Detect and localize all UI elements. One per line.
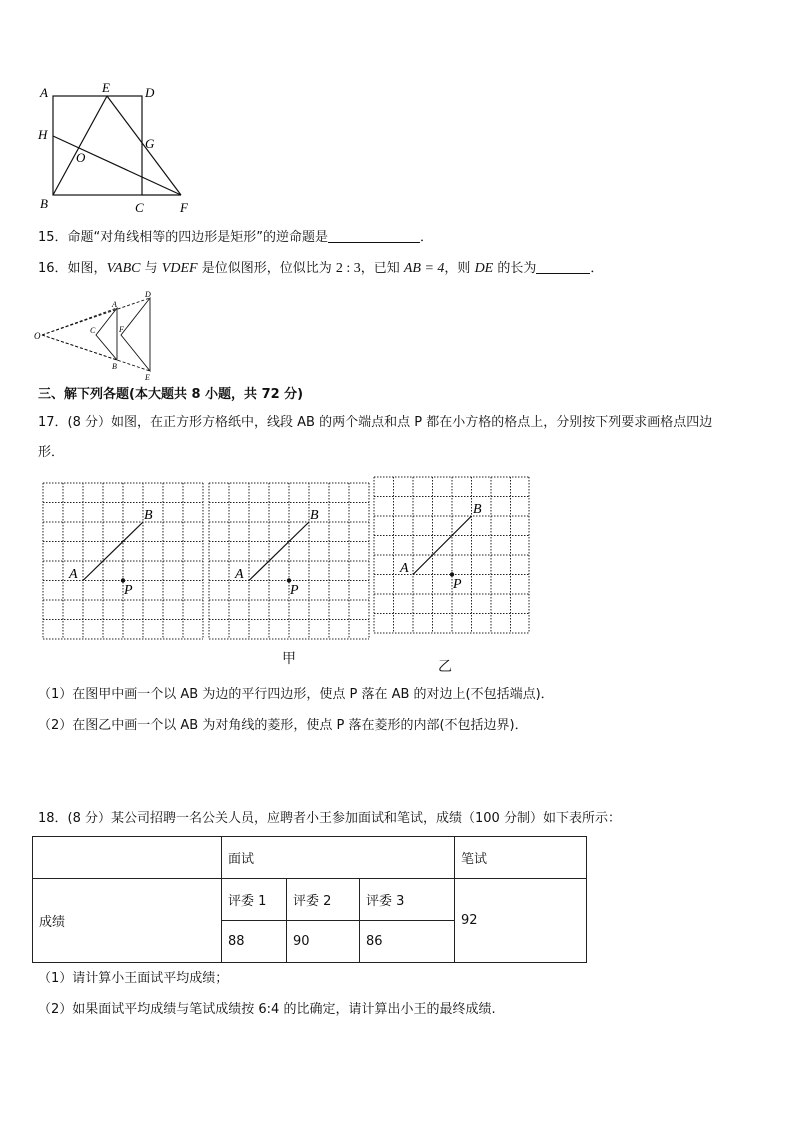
label-P: P — [453, 577, 462, 592]
label-H: H — [38, 127, 48, 142]
grid-figure-jia[interactable] — [208, 482, 370, 640]
section-3-heading: 三、解下列各题(本大题共 8 小题，共 72 分) — [38, 387, 304, 402]
q16-text-3: 是位似图形，位似比为 — [197, 261, 336, 276]
triangle-def — [121, 298, 150, 371]
score-judge-3: 86 — [360, 921, 455, 963]
grid-figure-yi[interactable] — [373, 476, 530, 634]
q16-text-5: ，则 — [444, 261, 475, 276]
square-abcd — [53, 96, 142, 195]
label-E: E — [102, 80, 110, 95]
label-B: B — [473, 502, 482, 517]
label-B: B — [40, 196, 48, 211]
segment-hf — [53, 136, 181, 195]
q16-text-2: 与 — [140, 261, 162, 276]
label-P: P — [290, 583, 299, 598]
q18-part-2: （2）如果面试平均成绩与笔试成绩按 6:4 的比确定，请计算出小王的最终成绩. — [38, 1002, 496, 1017]
label-E: E — [145, 373, 150, 382]
label-A: A — [40, 85, 48, 100]
label-B: B — [310, 508, 319, 523]
q16-text-4: ，已知 — [360, 261, 404, 276]
score-judge-1: 88 — [222, 921, 287, 963]
q17-part-1: （1）在图甲中画一个以 AB 为边的平行四边形，使点 P 落在 AB 的对边上(不包括端点)． — [38, 687, 554, 702]
q16-answer-blank[interactable] — [536, 260, 590, 274]
q16-ratio: 2 : 3 — [335, 261, 361, 276]
label-A: A — [400, 561, 409, 576]
segment-ab — [413, 516, 472, 575]
caption-jia: 甲 — [282, 651, 296, 667]
label-B: B — [112, 362, 117, 371]
label-D: D — [145, 85, 155, 100]
written-score: 92 — [455, 879, 587, 963]
judge-2: 评委 2 — [287, 879, 360, 921]
q15-text: 命题“对角线相等的四边形是矩形”的逆命题是 — [67, 230, 329, 245]
grid-figure-1 — [42, 482, 204, 640]
label-A: A — [69, 567, 78, 582]
label-B: B — [144, 508, 153, 523]
question-16 — [38, 260, 603, 278]
label-G: G — [145, 136, 155, 151]
label-A: A — [112, 300, 117, 309]
q17-part-2: （2）在图乙中画一个以 AB 为对角线的菱形，使点 P 落在菱形的内部(不包括边界)． — [38, 718, 528, 733]
segment-ab — [83, 522, 143, 581]
q16-text-6: 的长为 — [493, 261, 537, 276]
homothety-figure — [32, 288, 162, 383]
question-15 — [38, 229, 433, 247]
label-C: C — [90, 326, 96, 335]
label-F: F — [119, 325, 124, 334]
segment-be — [53, 96, 107, 195]
label-D: D — [145, 290, 151, 299]
q16-triangle-abc: VABC — [106, 261, 141, 276]
judge-1: 评委 1 — [222, 879, 287, 921]
q16-number: 16． — [38, 261, 68, 276]
q18-part-1: （1）请计算小王面试平均成绩； — [38, 971, 229, 986]
label-O: O — [34, 331, 41, 341]
q16-ab-value: AB = 4 — [403, 261, 445, 276]
q16-text-1: 如图， — [67, 261, 107, 276]
label-O: O — [76, 150, 86, 165]
table-header-blank — [33, 837, 222, 879]
q16-triangle-def: VDEF — [161, 261, 198, 276]
q18-intro: 18．(8 分）某公司招聘一名公关人员，应聘者小王参加面试和笔试，成绩（100 分制）如下表所示： — [38, 811, 621, 826]
score-table — [32, 836, 587, 963]
table-header-interview: 面试 — [222, 837, 455, 879]
caption-yi: 乙 — [438, 659, 452, 675]
label-C: C — [135, 200, 144, 215]
segment-ef — [107, 96, 181, 195]
label-F: F — [180, 200, 188, 215]
score-judge-2: 90 — [287, 921, 360, 963]
q15-end: ． — [420, 230, 434, 245]
label-P: P — [124, 583, 133, 598]
q16-de: DE — [474, 261, 494, 276]
q17-line-2: 形． — [38, 445, 65, 460]
q17-line-1: 17．(8 分）如图，在正方形方格纸中，线段 AB 的两个端点和点 P 都在小方格的格点上，分别按下列要求画格点四边 — [38, 415, 713, 430]
square-figure — [30, 80, 210, 220]
table-row-label: 成绩 — [33, 879, 222, 963]
table-header-written: 笔试 — [455, 837, 587, 879]
segment-ab — [249, 522, 309, 581]
q16-end: ． — [590, 261, 604, 276]
judge-3: 评委 3 — [360, 879, 455, 921]
q15-answer-blank[interactable] — [328, 229, 420, 243]
label-A: A — [235, 567, 244, 582]
q15-number: 15． — [38, 230, 68, 245]
